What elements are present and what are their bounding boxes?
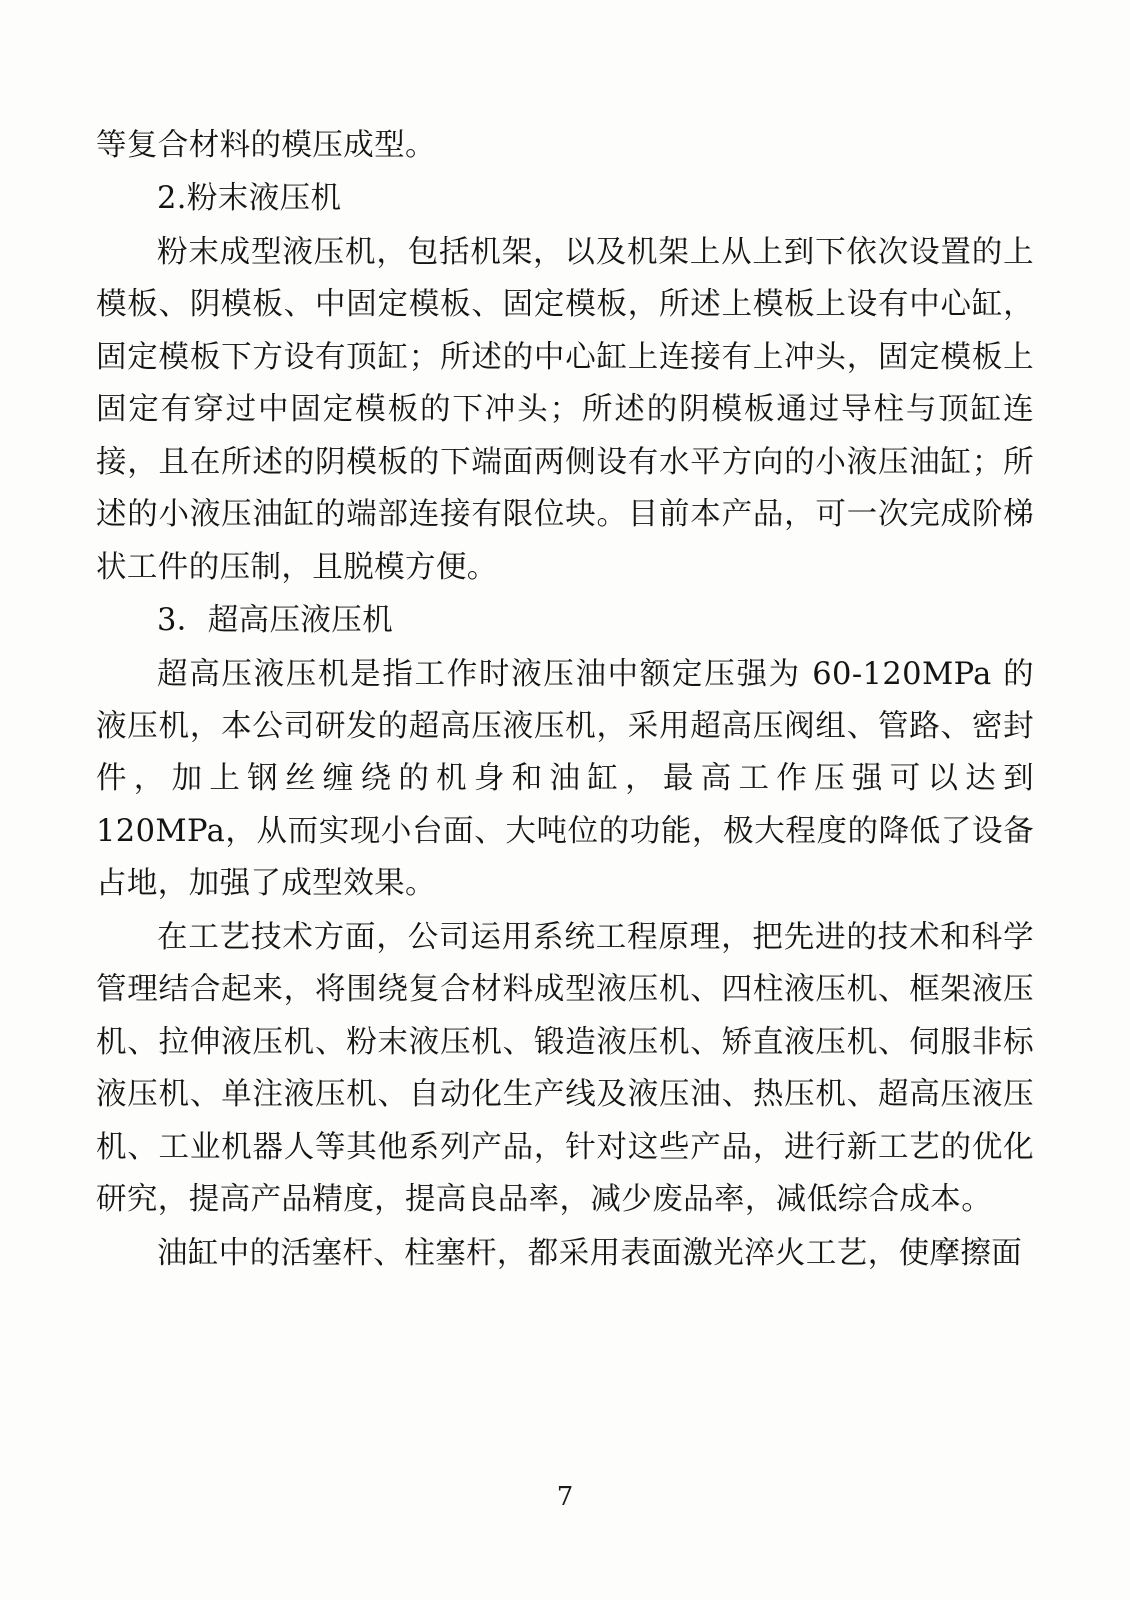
paragraph-continuation: 等复合材料的模压成型。 xyxy=(96,128,436,163)
paragraph-process-technology: 在工艺技术方面，公司运用系统工程原理，把先进的技术和科学管理结合起来，将围绕复合材料成型液压机、四柱液压机、框架液压机、拉伸液压机、粉末液压机、锻造液压机、矫直液压机、伺服非标液压机、单注液压机、自动化生产线及液压油、热压机、超高压液压机、工业机器人等其他系列产品，针对这些产品，进行新工艺的优化研究，提高产品精度，提高良品率，减少废品率，减低综合成本。 xyxy=(96,919,1034,1218)
page-number: 7 xyxy=(556,1482,574,1512)
paragraph-ultra-high-pressure-description: 超高压液压机是指工作时液压油中额定压强为 60-120MPa 的液压机，本公司研发的超高压液压机，采用超高压阀组、管路、密封件，加上钢丝缠绕的机身和油缸，最高工作压强可以达到 120MPa，从而实现小台面、大吨位的功能，极大程度的降低了设备占地，加强了成型效果。 xyxy=(96,656,1034,902)
document-body xyxy=(96,120,1034,1280)
paragraph-powder-press-description: 粉末成型液压机，包括机架，以及机架上从上到下依次设置的上模板、阴模板、中固定模板、固定模板，所述上模板上设有中心缸，固定模板下方设有顶缸；所述的中心缸上连接有上冲头，固定模板上固定有穿过中固定模板的下冲头；所述的阴模板通过导柱与顶缸连接，且在所述的阴模板的下端面两侧设有水平方向的小液压油缸；所述的小液压油缸的端部连接有限位块。目前本产品，可一次完成阶梯状工件的压制，且脱模方便。 xyxy=(96,234,1034,585)
paragraph-heading-powder-press: 2.粉末液压机 xyxy=(157,181,342,217)
paragraph-heading-ultra-high-pressure: 3．超高压液压机 xyxy=(157,603,394,639)
paragraph-piston-rod: 油缸中的活塞杆、柱塞杆，都采用表面激光淬火工艺，使摩擦面 xyxy=(157,1235,1023,1271)
